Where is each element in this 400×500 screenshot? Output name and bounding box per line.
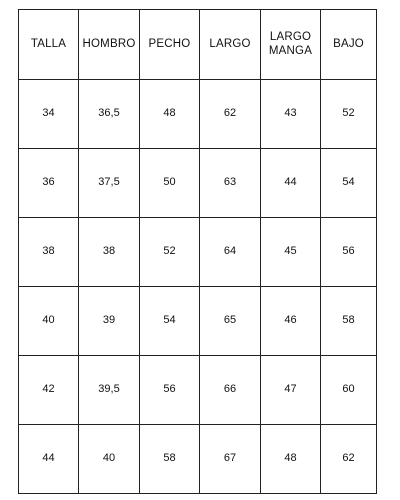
header-talla — [19, 10, 79, 80]
table-cell: 58 — [140, 425, 200, 494]
table-cell: 48 — [261, 425, 321, 494]
table-cell: 64 — [200, 218, 261, 287]
table-cell: 66 — [200, 356, 261, 425]
table-cell: 48 — [140, 80, 200, 149]
table-header — [19, 10, 377, 80]
table-cell: 38 — [79, 218, 140, 287]
table-cell: 56 — [140, 356, 200, 425]
table-row — [19, 149, 377, 218]
table-cell: 52 — [321, 80, 377, 149]
header-label: PECHO — [148, 37, 191, 50]
table-cell: 39,5 — [79, 356, 140, 425]
table-cell: 46 — [261, 287, 321, 356]
table-cell: 56 — [321, 218, 377, 287]
size-chart-table — [18, 9, 377, 494]
table-cell: 40 — [19, 287, 79, 356]
table-cell: 54 — [140, 287, 200, 356]
header-hombro — [79, 10, 140, 80]
table-row — [19, 287, 377, 356]
header-largo — [200, 10, 261, 80]
header-label: LARGO MANGA — [268, 30, 313, 57]
table-cell: 34 — [19, 80, 79, 149]
table-cell: 43 — [261, 80, 321, 149]
header-pecho — [140, 10, 200, 80]
table-cell: 62 — [200, 80, 261, 149]
table-row — [19, 356, 377, 425]
table-body — [19, 80, 377, 494]
table-row — [19, 425, 377, 494]
header-label: TALLA — [30, 37, 67, 50]
header-bajo — [321, 10, 377, 80]
table-cell: 44 — [19, 425, 79, 494]
table-cell: 36,5 — [79, 80, 140, 149]
header-row — [19, 10, 377, 80]
table-cell: 50 — [140, 149, 200, 218]
table-cell: 65 — [200, 287, 261, 356]
table-cell: 67 — [200, 425, 261, 494]
table-row — [19, 218, 377, 287]
header-label: LARGO — [209, 37, 251, 50]
table-cell: 42 — [19, 356, 79, 425]
table-cell: 38 — [19, 218, 79, 287]
table-row — [19, 80, 377, 149]
table-cell: 60 — [321, 356, 377, 425]
header-label: BAJO — [333, 37, 364, 50]
table-cell: 37,5 — [79, 149, 140, 218]
table-cell: 62 — [321, 425, 377, 494]
table-cell: 47 — [261, 356, 321, 425]
table-cell: 45 — [261, 218, 321, 287]
table-cell: 63 — [200, 149, 261, 218]
table-cell: 39 — [79, 287, 140, 356]
table-cell: 44 — [261, 149, 321, 218]
table-cell: 54 — [321, 149, 377, 218]
header-largo-manga — [261, 10, 321, 80]
table-cell: 58 — [321, 287, 377, 356]
table-cell: 40 — [79, 425, 140, 494]
header-label: HOMBRO — [82, 37, 136, 50]
table-cell: 36 — [19, 149, 79, 218]
table-cell: 52 — [140, 218, 200, 287]
